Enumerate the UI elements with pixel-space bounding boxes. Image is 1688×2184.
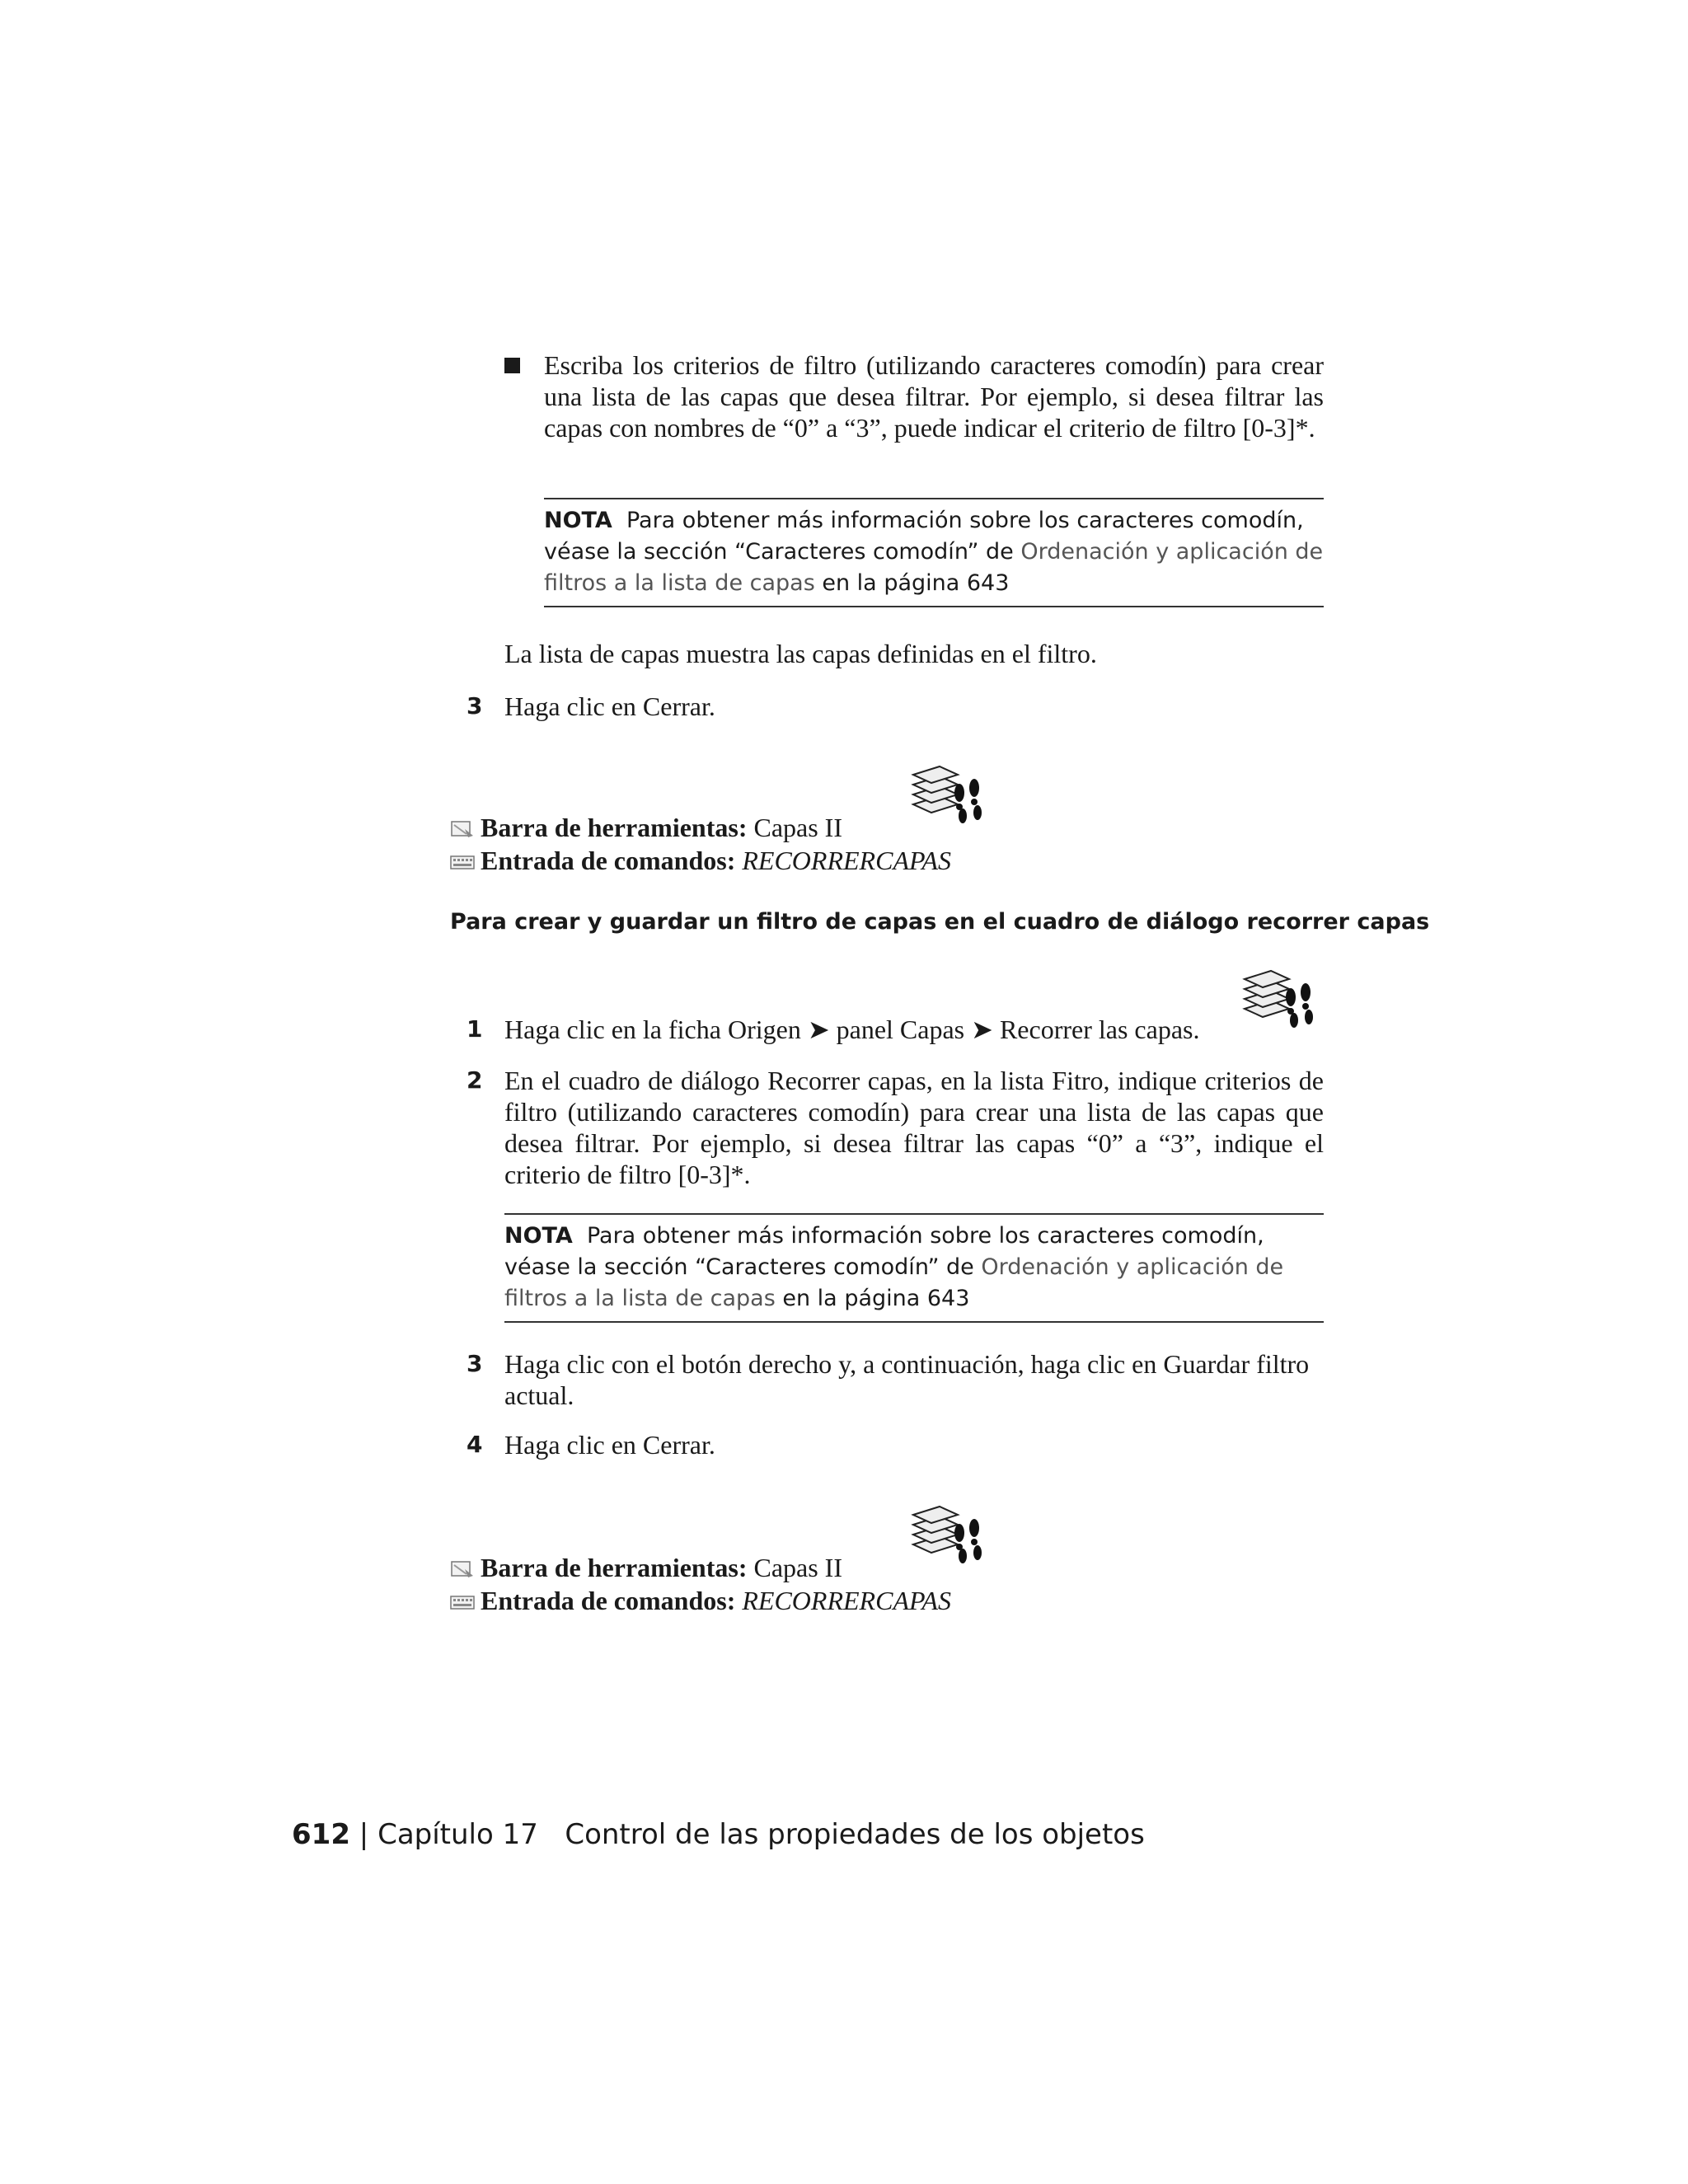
step-number: 3 xyxy=(467,1350,483,1377)
keyboard-icon xyxy=(450,852,475,872)
step-text: Haga clic en Cerrar. xyxy=(504,691,715,721)
command-value: RECORRERCAPAS xyxy=(742,1586,951,1615)
command-value: RECORRERCAPAS xyxy=(742,846,951,875)
step-text: En el cuadro de diálogo Recorrer capas, en la lista Fitro, indique criterios de filtro (utilizando caracteres comodín) para crear una lista de las capas que desea filtrar. Por ejemplo, si desea filtrar las capas “0” a “3”, indique el criterio de filtro [0-3]*. xyxy=(504,1066,1324,1189)
note-text: Para obtener más información sobre los caracteres comodín, véase la sección “Caracteres comodín” de xyxy=(544,508,1304,565)
page-number: 612 xyxy=(292,1818,350,1851)
result-text: La lista de capas muestra las capas definidas en el filtro. xyxy=(504,639,1097,668)
command-label: Entrada de comandos: xyxy=(481,846,736,875)
step-number: 1 xyxy=(467,1015,483,1043)
toolbar-icon xyxy=(450,819,475,839)
step-text: Haga clic con el botón derecho y, a continuación, haga clic en Guardar filtro actual. xyxy=(504,1349,1310,1410)
chapter-label: Capítulo 17 xyxy=(377,1818,538,1851)
footer-separator: | xyxy=(359,1818,369,1851)
layer-walk-icon xyxy=(907,1500,984,1569)
procedure-heading: Para crear y guardar un filtro de capas en el cuadro de diálogo recorrer capas xyxy=(450,909,1430,935)
toolbar-label: Barra de herramientas: xyxy=(481,1553,748,1582)
note-text: Para obtener más información sobre los caracteres comodín, véase la sección “Caracteres comodín” de xyxy=(504,1223,1264,1280)
command-label: Entrada de comandos: xyxy=(481,1586,736,1615)
chapter-title: Control de las propiedades de los objetos xyxy=(565,1818,1145,1851)
command-access-line xyxy=(450,1584,951,1617)
note-label: NOTA xyxy=(504,1223,573,1249)
command-access-line xyxy=(450,844,951,877)
step-number: 4 xyxy=(467,1431,483,1458)
toolbar-icon xyxy=(450,1559,475,1579)
toolbar-access-line xyxy=(450,811,842,844)
step-text: Haga clic en Cerrar. xyxy=(504,1430,715,1460)
note-page-ref: en la página 643 xyxy=(775,1286,970,1311)
page-footer xyxy=(292,1818,1145,1851)
bullet-marker xyxy=(504,358,520,373)
toolbar-value: Capas II xyxy=(753,813,842,842)
step-number: 3 xyxy=(467,692,483,719)
toolbar-label: Barra de herramientas: xyxy=(481,813,748,842)
toolbar-value: Capas II xyxy=(753,1553,842,1582)
keyboard-icon xyxy=(450,1592,475,1612)
step-number: 2 xyxy=(467,1066,483,1094)
layer-walk-icon xyxy=(1238,964,1315,1033)
note-box xyxy=(504,1213,1324,1323)
note-label: NOTA xyxy=(544,508,612,533)
note-box xyxy=(544,498,1324,607)
step-text: Haga clic en la ficha Origen ➤ panel Capas ➤ Recorrer las capas. xyxy=(504,1015,1200,1044)
layer-walk-icon xyxy=(907,760,984,829)
cross-reference-link[interactable]: Ordenación y aplicación de filtros a la lista de capas xyxy=(504,1254,1284,1311)
cross-reference-link[interactable]: Ordenación y aplicación de filtros a la lista de capas xyxy=(544,539,1324,596)
note-page-ref: en la página 643 xyxy=(814,570,1010,596)
toolbar-access-line xyxy=(450,1551,842,1584)
bullet-text: Escriba los criterios de filtro (utilizando caracteres comodín) para crear una lista de las capas que desea filtrar. Por ejemplo, si desea filtrar las capas con nombres de “0” a “3”, puede indicar el criterio de filtro [0-3]*. xyxy=(544,350,1324,443)
